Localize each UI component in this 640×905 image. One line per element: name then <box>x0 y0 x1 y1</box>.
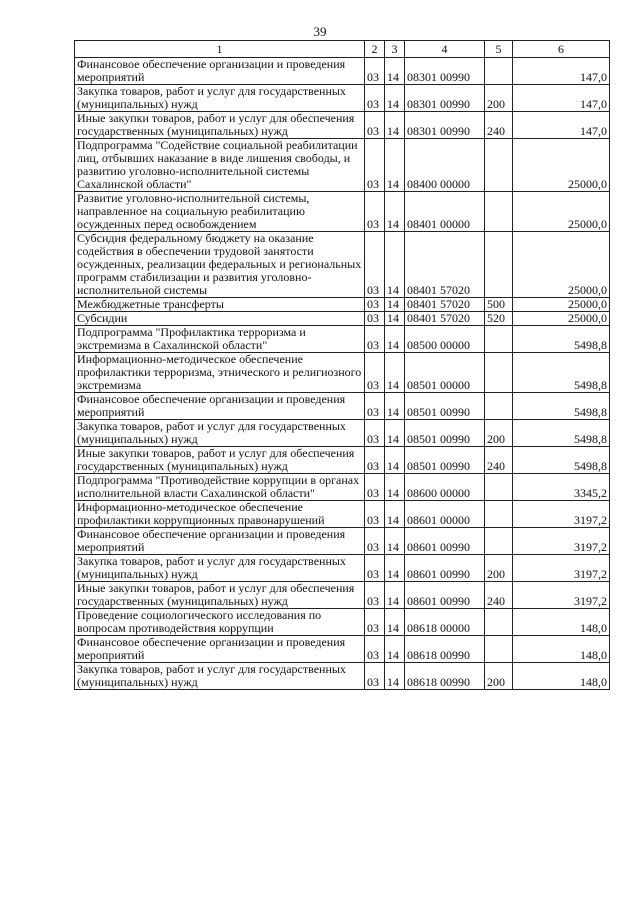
row-col-2: 03 <box>365 420 385 447</box>
table-row <box>75 85 610 112</box>
table-row <box>75 420 610 447</box>
row-col-2: 03 <box>365 636 385 663</box>
row-amount: 3197,2 <box>513 555 610 582</box>
header-row <box>75 41 610 58</box>
row-col-5 <box>485 528 513 555</box>
row-col-2: 03 <box>365 312 385 326</box>
row-col-5 <box>485 474 513 501</box>
row-col-3: 14 <box>385 85 405 112</box>
row-col-2: 03 <box>365 353 385 393</box>
row-col-3: 14 <box>385 312 405 326</box>
row-col-3: 14 <box>385 192 405 232</box>
row-name: Информационно-методическое обеспечение профилактики терроризма, этнического и религиозного экстремизма <box>75 353 365 393</box>
table-row <box>75 663 610 690</box>
row-name: Подпрограмма "Противодействие коррупции в органах исполнительной власти Сахалинской области" <box>75 474 365 501</box>
row-amount: 3197,2 <box>513 528 610 555</box>
row-col-2: 03 <box>365 232 385 298</box>
table-row <box>75 192 610 232</box>
table-row <box>75 609 610 636</box>
table-row <box>75 232 610 298</box>
row-col-3: 14 <box>385 353 405 393</box>
table-header <box>75 41 610 58</box>
row-col-3: 14 <box>385 636 405 663</box>
row-name: Информационно-методическое обеспечение профилактики коррупционных правонарушений <box>75 501 365 528</box>
row-amount: 5498,8 <box>513 326 610 353</box>
row-col-3: 14 <box>385 58 405 85</box>
header-col-4: 4 <box>405 41 485 58</box>
row-amount: 148,0 <box>513 609 610 636</box>
row-col-4: 08401 57020 <box>405 312 485 326</box>
row-col-5 <box>485 609 513 636</box>
page-number: 39 <box>313 24 327 39</box>
row-col-4: 08601 00990 <box>405 582 485 609</box>
row-name: Закупка товаров, работ и услуг для государственных (муниципальных) нужд <box>75 555 365 582</box>
row-amount: 147,0 <box>513 112 610 139</box>
row-name: Развитие уголовно-исполнительной системы, направленное на социальную реабилитацию осужденных перед освобождением <box>75 192 365 232</box>
row-amount: 5498,8 <box>513 420 610 447</box>
row-col-4: 08501 00990 <box>405 420 485 447</box>
row-col-2: 03 <box>365 326 385 353</box>
row-col-3: 14 <box>385 112 405 139</box>
row-col-3: 14 <box>385 393 405 420</box>
row-name: Подпрограмма "Профилактика терроризма и экстремизма в Сахалинской области" <box>75 326 365 353</box>
row-name: Финансовое обеспечение организации и проведения мероприятий <box>75 393 365 420</box>
table-body <box>75 58 610 690</box>
table-row <box>75 312 610 326</box>
row-amount: 147,0 <box>513 85 610 112</box>
row-col-4: 08301 00990 <box>405 85 485 112</box>
row-name: Иные закупки товаров, работ и услуг для обеспечения государственных (муниципальных) нужд <box>75 112 365 139</box>
table-row <box>75 501 610 528</box>
row-col-5 <box>485 393 513 420</box>
row-col-3: 14 <box>385 663 405 690</box>
row-col-4: 08501 00990 <box>405 447 485 474</box>
row-amount: 25000,0 <box>513 298 610 312</box>
row-col-4: 08400 00000 <box>405 139 485 192</box>
row-col-4: 08401 00000 <box>405 192 485 232</box>
row-col-5 <box>485 636 513 663</box>
row-col-4: 08600 00000 <box>405 474 485 501</box>
row-name: Проведение социологического исследования по вопросам противодействия коррупции <box>75 609 365 636</box>
row-name: Закупка товаров, работ и услуг для государственных (муниципальных) нужд <box>75 663 365 690</box>
row-name: Закупка товаров, работ и услуг для государственных (муниципальных) нужд <box>75 85 365 112</box>
row-col-5: 200 <box>485 555 513 582</box>
budget-table <box>74 40 610 690</box>
header-col-3: 3 <box>385 41 405 58</box>
row-col-2: 03 <box>365 85 385 112</box>
row-col-2: 03 <box>365 582 385 609</box>
table-row <box>75 555 610 582</box>
table-row <box>75 139 610 192</box>
row-col-2: 03 <box>365 447 385 474</box>
header-col-5: 5 <box>485 41 513 58</box>
row-col-2: 03 <box>365 58 385 85</box>
row-col-2: 03 <box>365 139 385 192</box>
row-col-5 <box>485 139 513 192</box>
row-col-3: 14 <box>385 298 405 312</box>
row-amount: 25000,0 <box>513 312 610 326</box>
row-name: Закупка товаров, работ и услуг для государственных (муниципальных) нужд <box>75 420 365 447</box>
row-col-4: 08601 00990 <box>405 555 485 582</box>
row-col-3: 14 <box>385 582 405 609</box>
row-col-5 <box>485 326 513 353</box>
row-col-4: 08301 00990 <box>405 58 485 85</box>
row-col-4: 08401 57020 <box>405 232 485 298</box>
row-col-2: 03 <box>365 192 385 232</box>
row-col-2: 03 <box>365 501 385 528</box>
row-col-5 <box>485 501 513 528</box>
row-col-4: 08501 00000 <box>405 353 485 393</box>
row-name: Финансовое обеспечение организации и проведения мероприятий <box>75 58 365 85</box>
row-col-2: 03 <box>365 528 385 555</box>
row-col-2: 03 <box>365 393 385 420</box>
row-col-5: 500 <box>485 298 513 312</box>
row-col-2: 03 <box>365 298 385 312</box>
row-col-3: 14 <box>385 528 405 555</box>
row-col-3: 14 <box>385 139 405 192</box>
row-col-5 <box>485 232 513 298</box>
row-col-5 <box>485 192 513 232</box>
table-row <box>75 582 610 609</box>
row-amount: 3197,2 <box>513 501 610 528</box>
row-col-5: 200 <box>485 663 513 690</box>
table-row <box>75 112 610 139</box>
row-col-2: 03 <box>365 663 385 690</box>
table-row <box>75 474 610 501</box>
row-col-4: 08501 00990 <box>405 393 485 420</box>
row-name: Субсидии <box>75 312 365 326</box>
row-col-5 <box>485 353 513 393</box>
row-col-4: 08401 57020 <box>405 298 485 312</box>
row-amount: 25000,0 <box>513 139 610 192</box>
row-col-3: 14 <box>385 326 405 353</box>
row-col-2: 03 <box>365 555 385 582</box>
row-name: Финансовое обеспечение организации и проведения мероприятий <box>75 528 365 555</box>
row-amount: 5498,8 <box>513 447 610 474</box>
row-col-3: 14 <box>385 232 405 298</box>
row-name: Финансовое обеспечение организации и проведения мероприятий <box>75 636 365 663</box>
header-col-1: 1 <box>75 41 365 58</box>
header-col-2: 2 <box>365 41 385 58</box>
row-col-2: 03 <box>365 609 385 636</box>
table-row <box>75 298 610 312</box>
row-amount: 3197,2 <box>513 582 610 609</box>
row-col-3: 14 <box>385 501 405 528</box>
row-col-5: 200 <box>485 420 513 447</box>
table-row <box>75 447 610 474</box>
table-row <box>75 326 610 353</box>
row-col-3: 14 <box>385 420 405 447</box>
row-amount: 5498,8 <box>513 353 610 393</box>
row-col-5: 240 <box>485 112 513 139</box>
row-col-4: 08601 00000 <box>405 501 485 528</box>
row-col-4: 08618 00000 <box>405 609 485 636</box>
row-col-2: 03 <box>365 474 385 501</box>
row-col-3: 14 <box>385 447 405 474</box>
row-amount: 25000,0 <box>513 192 610 232</box>
row-amount: 25000,0 <box>513 232 610 298</box>
row-col-3: 14 <box>385 555 405 582</box>
row-amount: 148,0 <box>513 663 610 690</box>
row-col-2: 03 <box>365 112 385 139</box>
row-amount: 147,0 <box>513 58 610 85</box>
row-col-3: 14 <box>385 609 405 636</box>
table-row <box>75 353 610 393</box>
row-amount: 3345,2 <box>513 474 610 501</box>
table-row <box>75 393 610 420</box>
row-col-3: 14 <box>385 474 405 501</box>
table-row <box>75 528 610 555</box>
row-name: Субсидия федеральному бюджету на оказание содействия в обеспечении трудовой занятости осужденных, реализации федеральных и региональных программ стабилизации и развития уголовно-исполнительной системы <box>75 232 365 298</box>
row-name: Иные закупки товаров, работ и услуг для обеспечения государственных (муниципальных) нужд <box>75 582 365 609</box>
row-amount: 148,0 <box>513 636 610 663</box>
row-col-4: 08618 00990 <box>405 663 485 690</box>
row-name: Иные закупки товаров, работ и услуг для обеспечения государственных (муниципальных) нужд <box>75 447 365 474</box>
row-col-5: 240 <box>485 582 513 609</box>
row-amount: 5498,8 <box>513 393 610 420</box>
row-col-4: 08500 00000 <box>405 326 485 353</box>
row-col-5 <box>485 58 513 85</box>
row-col-4: 08301 00990 <box>405 112 485 139</box>
table-row <box>75 636 610 663</box>
row-col-5: 520 <box>485 312 513 326</box>
row-col-4: 08601 00990 <box>405 528 485 555</box>
row-col-5: 200 <box>485 85 513 112</box>
table-row <box>75 58 610 85</box>
header-col-6: 6 <box>513 41 610 58</box>
row-name: Межбюджетные трансферты <box>75 298 365 312</box>
row-col-5: 240 <box>485 447 513 474</box>
row-col-4: 08618 00990 <box>405 636 485 663</box>
row-name: Подпрограмма "Содействие социальной реабилитации лиц, отбывших наказание в виде лишения свободы, и развитию уголовно-исполнительной системы Сахалинской области" <box>75 139 365 192</box>
